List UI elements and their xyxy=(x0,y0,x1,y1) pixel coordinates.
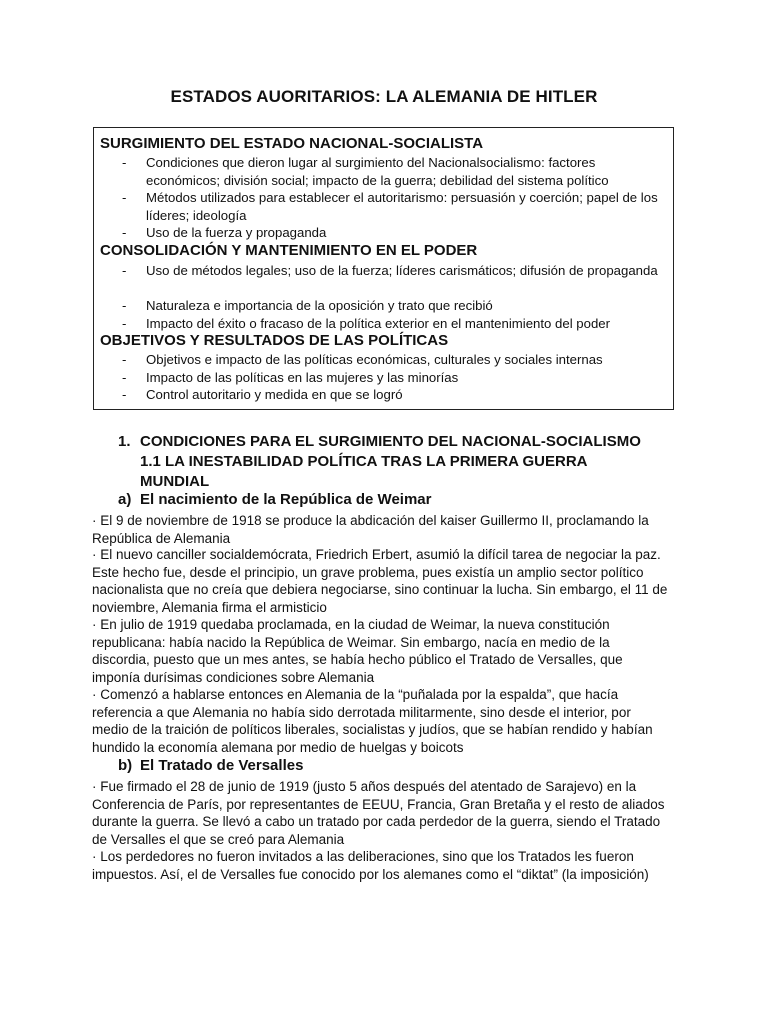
section-number: 1. xyxy=(118,433,131,450)
subsection-heading-cont: MUNDIAL xyxy=(140,473,210,490)
section-heading: CONDICIONES PARA EL SURGIMIENTO DEL NACIONAL-SOCIALISMO xyxy=(140,433,641,450)
dash-marker: - xyxy=(122,387,127,402)
dash-marker: - xyxy=(122,190,127,205)
dash-marker: - xyxy=(122,263,127,278)
dash-marker: - xyxy=(122,298,127,313)
subsection-heading: 1.1 LA INESTABILIDAD POLÍTICA TRAS LA PRIMERA GUERRA xyxy=(140,453,588,470)
box-heading-surgimiento: SURGIMIENTO DEL ESTADO NACIONAL-SOCIALISTA xyxy=(100,135,484,152)
box-heading-consolidacion: CONSOLIDACIÓN Y MANTENIMIENTO EN EL PODER xyxy=(100,242,478,259)
paragraph: · El 9 de noviembre de 1918 se produce la abdicación del kaiser Guillermo II, proclamando la República de Alemania xyxy=(92,513,649,546)
part-a-heading: El nacimiento de la República de Weimar xyxy=(140,491,432,508)
box-item: Impacto de las políticas en las mujeres y las minorías xyxy=(146,370,459,385)
box-item: Uso de métodos legales; uso de la fuerza; líderes carismáticos; difusión de propaganda xyxy=(146,263,658,278)
box-item: Control autoritario y medida en que se logró xyxy=(146,387,403,402)
box-item: Objetivos e impacto de las políticas económicas, culturales y sociales internas xyxy=(146,352,603,367)
box-item: Uso de la fuerza y propaganda xyxy=(146,225,327,240)
syllabus-box xyxy=(93,127,674,410)
paragraph: · Comenzó a hablarse entonces en Alemania de la “puñalada por la espalda”, que hacía referencia a que Alemania no había sido derrotada militarmente, sino desde el interior, por medio de la traición de políticos liberales, socialistas y judíos, que se habían rendido y habían hundido la economía alemana por medio de huelgas y boicots xyxy=(92,687,653,755)
box-item: Métodos utilizados para establecer el autoritarismo: persuasión y coerción; papel de los líderes; ideología xyxy=(146,190,658,223)
dash-marker: - xyxy=(122,316,127,331)
part-b-marker: b) xyxy=(118,757,133,774)
dash-marker: - xyxy=(122,370,127,385)
paragraph: · El nuevo canciller socialdemócrata, Friedrich Erbert, asumió la difícil tarea de negociar la paz. Este hecho fue, desde el principio, un grave problema, pues existía un amplio sector político nacionalista que no creía que debiera negociarse, sino continuar la lucha. Sin embargo, el 11 de noviembre, Alemania firma el armisticio xyxy=(92,547,668,615)
paragraph: · Los perdedores no fueron invitados a las deliberaciones, sino que los Tratados les fueron impuestos. Así, el de Versalles fue conocido por los alemanes como el “diktat” (la imposición) xyxy=(92,849,649,882)
dash-marker: - xyxy=(122,155,127,170)
paragraph: · Fue firmado el 28 de junio de 1919 (justo 5 años después del atentado de Sarajevo) en la Conferencia de París, por representantes de EEUU, Francia, Gran Bretaña y el resto de aliados durante la guerra. Se llevó a cabo un tratado por cada perdedor de la guerra, siendo el Tratado de Versalles el que se creó para Alemania xyxy=(92,779,665,847)
dash-marker: - xyxy=(122,225,127,240)
box-item: Naturaleza e importancia de la oposición y trato que recibió xyxy=(146,298,493,313)
box-heading-objetivos: OBJETIVOS Y RESULTADOS DE LAS POLÍTICAS xyxy=(100,332,449,349)
dash-marker: - xyxy=(122,352,127,367)
part-a-marker: a) xyxy=(118,491,132,508)
box-item: Impacto del éxito o fracaso de la política exterior en el mantenimiento del poder xyxy=(146,316,611,331)
part-b-heading: El Tratado de Versalles xyxy=(140,757,304,774)
document-title: ESTADOS AUORITARIOS: LA ALEMANIA DE HITLER xyxy=(170,87,598,106)
box-item: Condiciones que dieron lugar al surgimiento del Nacionalsocialismo: factores económicos; división social; impacto de la guerra; debilidad del sistema político xyxy=(146,155,609,188)
paragraph: · En julio de 1919 quedaba proclamada, en la ciudad de Weimar, la nueva constitución republicana: había nacido la República de Weimar. Sin embargo, nacía en medio de la discordia, puesto que un mes antes, se había hecho público el Tratado de Versalles, que imponía durísimas condiciones sobre Alemania xyxy=(92,617,623,685)
